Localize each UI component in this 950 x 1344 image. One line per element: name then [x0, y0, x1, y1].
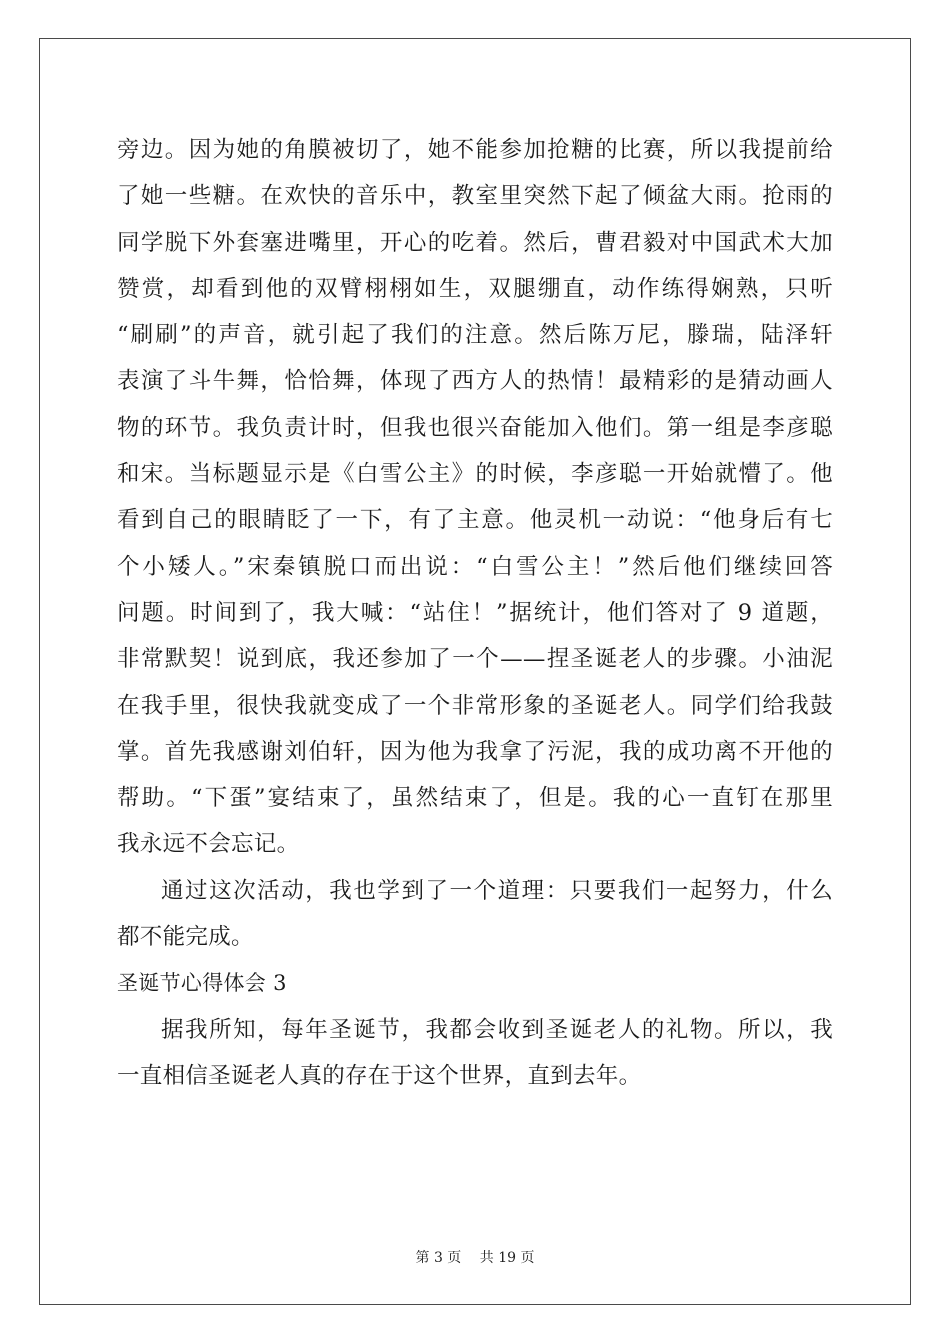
text-line: 问题。时间到了，我大喊：“站住！”据统计，他们答对了 9 道题，: [117, 599, 833, 626]
page-number: 第 3 页: [415, 1250, 462, 1266]
text-line: 和宋。当标题显示是《白雪公主》的时候，李彦聪一开始就懵了。他: [117, 461, 833, 488]
text-line: 旁边。因为她的角膜被切了，她不能参加抢糖的比赛，所以我提前给: [117, 137, 833, 163]
section-heading: 圣诞节心得体会 3: [117, 971, 287, 996]
text-line: 表演了斗牛舞，恰恰舞，体现了西方人的热情！最精彩的是猜动画人: [117, 368, 833, 395]
text-line: 了她一些糖。在欢快的音乐中，教室里突然下起了倾盆大雨。抢雨的: [117, 183, 833, 210]
text-line: 同学脱下外套塞进嘴里，开心的吃着。然后，曹君毅对中国武术大加: [117, 229, 833, 256]
page-footer: [0, 1247, 950, 1267]
text-line: 我永远不会忘记。: [117, 831, 300, 858]
text-line: 非常默契！说到底，我还参加了一个——捏圣诞老人的步骤。小油泥: [117, 646, 833, 673]
text-line: 一直相信圣诞老人真的存在于这个世界，直到去年。: [117, 1062, 642, 1089]
text-line: 掌。首先我感谢刘伯轩，因为他为我拿了污泥，我的成功离不开他的: [117, 738, 833, 765]
document-body: [117, 127, 833, 1099]
text-line: 赞赏，却看到他的双臂栩栩如生，双腿绷直，动作练得娴熟，只听: [117, 275, 833, 302]
text-line: 在我手里，很快我就变成了一个非常形象的圣诞老人。同学们给我鼓: [117, 692, 833, 719]
text-line: 个小矮人。”宋秦镇脱口而出说：“白雪公主！”然后他们继续回答: [117, 553, 833, 580]
text-line: “刷刷”的声音，就引起了我们的注意。然后陈万尼，滕瑞，陆泽轩: [117, 322, 833, 349]
page-total: 共 19 页: [479, 1250, 535, 1266]
text-line: 都不能完成。: [117, 924, 254, 951]
text-line: 看到自己的眼睛眨了一下，有了主意。他灵机一动说：“他身后有七: [117, 507, 833, 534]
text-line: 据我所知，每年圣诞节，我都会收到圣诞老人的礼物。所以，我: [161, 1016, 833, 1043]
text-line: 物的环节。我负责计时，但我也很兴奋能加入他们。第一组是李彦聪: [117, 414, 833, 441]
text-line: 通过这次活动，我也学到了一个道理：只要我们一起努力，什么: [161, 877, 833, 904]
text-line: 帮助。“下蛋”宴结束了，虽然结束了，但是。我的心一直钉在那里: [117, 785, 833, 812]
